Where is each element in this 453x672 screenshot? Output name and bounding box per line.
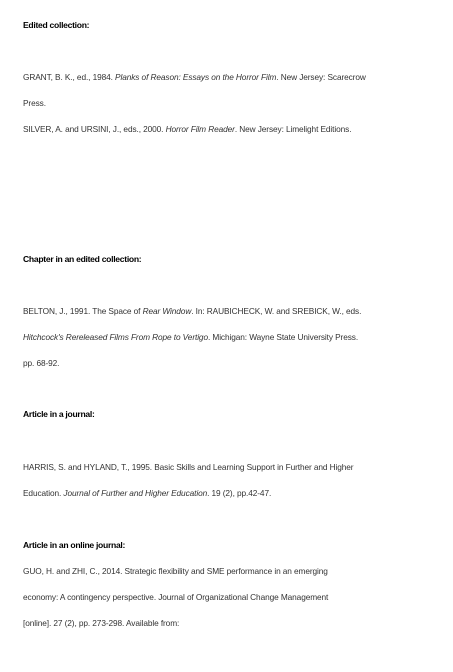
- ref-text: Education.: [23, 488, 64, 498]
- reference-guo-line-2: economy: A contingency perspective. Journal of Organizational Change Management: [23, 592, 329, 602]
- ref-text: . New Jersey: Limelight Editions.: [234, 124, 352, 134]
- ref-title: Horror Film Reader: [165, 124, 235, 134]
- ref-title: Rear Window: [142, 306, 192, 316]
- ref-text: SILVER, A. and URSINI, J., eds., 2000.: [23, 124, 166, 134]
- ref-title: Planks of Reason: Essays on the Horror Film: [115, 72, 277, 82]
- ref-title: Journal of Further and Higher Education: [63, 488, 208, 498]
- ref-text: . In: RAUBICHECK, W. and SREBICK, W., eds.: [191, 306, 362, 316]
- heading-chapter: Chapter in an edited collection:: [23, 254, 142, 264]
- ref-text: . New Jersey: Scarecrow: [276, 72, 366, 82]
- reference-harris-line-2: [23, 488, 271, 498]
- heading-journal-article: Article in a journal:: [23, 409, 95, 419]
- reference-guo-line-1: GUO, H. and ZHI, C., 2014. Strategic flexibility and SME performance in an emerging: [23, 566, 328, 576]
- ref-text: . 19 (2), pp.42-47.: [207, 488, 272, 498]
- heading-online-journal-article: Article in an online journal:: [23, 540, 126, 550]
- ref-title: Hitchcock's Rereleased Films From Rope to Vertigo: [23, 332, 208, 342]
- reference-silver-line-1: [23, 124, 351, 134]
- heading-edited-collection: Edited collection:: [23, 20, 90, 30]
- reference-belton-line-1: [23, 306, 361, 316]
- ref-text: GRANT, B. K., ed., 1984.: [23, 72, 116, 82]
- reference-belton-line-2: [23, 332, 358, 342]
- ref-text: . Michigan: Wayne State University Press.: [207, 332, 359, 342]
- reference-belton-line-3: pp. 68-92.: [23, 358, 60, 368]
- ref-text: BELTON, J., 1991. The Space of: [23, 306, 143, 316]
- reference-guo-line-3: [online]. 27 (2), pp. 273-298. Available from:: [23, 618, 180, 628]
- reference-grant-line-1: [23, 72, 366, 82]
- reference-harris-line-1: HARRIS, S. and HYLAND, T., 1995. Basic Skills and Learning Support in Further and Higher: [23, 462, 354, 472]
- reference-grant-line-2: Press.: [23, 98, 46, 108]
